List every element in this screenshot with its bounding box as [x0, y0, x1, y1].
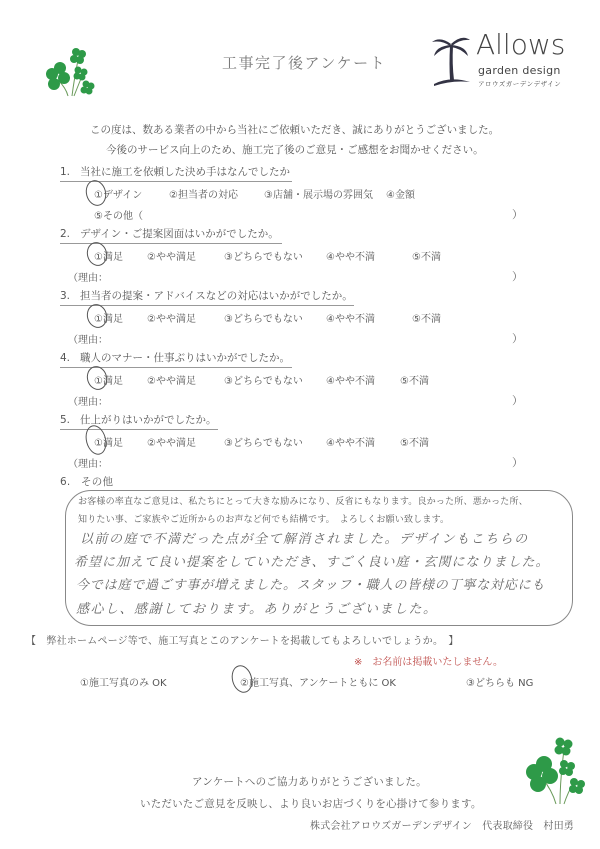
q1-option-4[interactable]: ④金額: [386, 190, 415, 201]
q2-option-3[interactable]: ③どちらでもない: [224, 252, 303, 263]
permission-option-1[interactable]: ①施工写真のみ OK: [80, 678, 167, 689]
q4-option-5[interactable]: ⑤不満: [400, 376, 429, 387]
selection-circle: [83, 178, 109, 208]
footer-message: いただいたご意見を反映し、より良いお店づくりを心掛けて参ります。: [140, 798, 482, 810]
q4-option-3[interactable]: ③どちらでもない: [224, 376, 303, 387]
intro-line-2: 今後のサービス向上のため、施工完了後のご意見・ご感想をお聞かせください。: [106, 144, 484, 156]
selection-circle: [84, 240, 110, 268]
q4-close-paren: ）: [512, 394, 523, 407]
logo-subtitle: garden design: [478, 64, 561, 77]
q1-other-label[interactable]: ⑤その他（: [94, 211, 143, 222]
q1-close-paren: ）: [512, 208, 523, 221]
question-2-number: 2.: [60, 228, 71, 240]
question-3-text: 担当者の提案・アドバイスなどの対応はいかがでしたか。: [80, 290, 353, 302]
q3-close-paren: ）: [512, 332, 523, 345]
q5-close-paren: ）: [512, 456, 523, 469]
question-6-number: 6.: [60, 476, 71, 488]
q3-option-4[interactable]: ④やや不満: [326, 314, 375, 325]
q3-option-3[interactable]: ③どちらでもない: [224, 314, 303, 325]
permission-question: 【 弊社ホームページ等で、施工写真とこのアンケートを掲載してもよろしいでしょうか。 】: [26, 636, 459, 647]
selection-circle: [84, 302, 110, 330]
q3-option-1[interactable]: ①満足: [94, 314, 123, 325]
question-5-heading: [60, 412, 218, 430]
comments-prompt-1: お客様の率直なご意見は、私たちにとって大きな励みになり、反省にもなります。良かった所、悪かった所、: [78, 497, 528, 507]
intro-line-1: この度は、数ある業者の中から当社にご依頼いただき、誠にありがとうございました。: [90, 124, 500, 136]
q4-option-2[interactable]: ②やや満足: [147, 376, 196, 387]
footer-thanks: アンケートへのご協力ありがとうございました。: [192, 776, 427, 788]
permission-option-3[interactable]: ③どちらも NG: [466, 678, 534, 689]
question-1-number: 1.: [60, 166, 71, 178]
clover-icon: [38, 40, 98, 100]
q2-option-5[interactable]: ⑤不満: [412, 252, 441, 263]
logo-kana: アロウズガーデンデザイン: [478, 80, 562, 88]
q5-option-4[interactable]: ④やや不満: [326, 438, 375, 449]
q5-reason-label[interactable]: （理由：: [68, 459, 108, 470]
q4-reason-label[interactable]: （理由：: [68, 397, 108, 408]
question-1-text: 当社に施工を依頼した決め手はなんでしたか: [80, 166, 291, 178]
company-logo: [430, 30, 580, 100]
q3-option-5[interactable]: ⑤不満: [412, 314, 441, 325]
page-title: 工事完了後アンケート: [222, 54, 387, 72]
question-2-text: デザイン・ご提案図面はいかがでしたか。: [80, 228, 279, 240]
question-2-heading: [60, 226, 282, 244]
handwritten-line-3: 今では庭で過ごす事が増えました。スタッフ・職人の皆様の丁寧な対応にも: [76, 578, 546, 593]
question-3-number: 3.: [60, 290, 71, 302]
q2-reason-label[interactable]: （理由：: [68, 273, 108, 284]
q2-option-4[interactable]: ④やや不満: [326, 252, 375, 263]
q1-option-3[interactable]: ③店舗・展示場の雰囲気: [264, 190, 373, 201]
q2-option-2[interactable]: ②やや満足: [147, 252, 196, 263]
handwritten-line-4: 感心し、感謝しております。ありがとうございました。: [76, 602, 438, 617]
q5-option-2[interactable]: ②やや満足: [147, 438, 196, 449]
question-4-number: 4.: [60, 352, 71, 364]
logo-brand: Allows: [476, 28, 566, 61]
q1-option-1[interactable]: ①デザイン: [94, 190, 143, 201]
palm-tree-icon: [430, 34, 472, 90]
question-5-text: 仕上がりはいかがでしたか。: [80, 414, 217, 426]
question-5-number: 5.: [60, 414, 71, 426]
selection-circle: [229, 663, 256, 695]
handwritten-line-1: 以前の庭で不満だった点が全て解消されました。デザインもこちらの: [80, 532, 529, 547]
q2-close-paren: ）: [512, 270, 523, 283]
question-3-heading: [60, 288, 354, 306]
q4-option-4[interactable]: ④やや不満: [326, 376, 375, 387]
question-6-text: その他: [81, 476, 114, 488]
handwritten-line-2: 希望に加えて良い提案をしていただき、すごく良い庭・玄関になりました。: [74, 555, 550, 570]
q5-option-1[interactable]: ①満足: [94, 438, 123, 449]
permission-option-2[interactable]: ②施工写真、アンケートともに OK: [240, 678, 396, 689]
q3-reason-label[interactable]: （理由：: [68, 335, 108, 346]
permission-note: ※ お名前は掲載いたしません。: [354, 657, 503, 668]
q5-option-5[interactable]: ⑤不満: [400, 438, 429, 449]
question-4-text: 職人のマナー・仕事ぶりはいかがでしたか。: [80, 352, 291, 364]
q1-option-2[interactable]: ②担当者の対応: [169, 190, 238, 201]
clover-icon: [518, 734, 590, 806]
comments-prompt-2: 知りたい事、ご家族やご近所からのお声など何でも結構です。 よろしくお願い致します。: [78, 515, 450, 525]
q5-option-3[interactable]: ③どちらでもない: [224, 438, 303, 449]
question-6-heading: [60, 474, 113, 489]
q2-option-1[interactable]: ①満足: [94, 252, 123, 263]
q4-option-1[interactable]: ①満足: [94, 376, 123, 387]
q3-option-2[interactable]: ②やや満足: [147, 314, 196, 325]
footer-signature: 株式会社アロウズガーデンデザイン 代表取締役 村田勇: [310, 821, 574, 832]
selection-circle: [84, 364, 110, 392]
